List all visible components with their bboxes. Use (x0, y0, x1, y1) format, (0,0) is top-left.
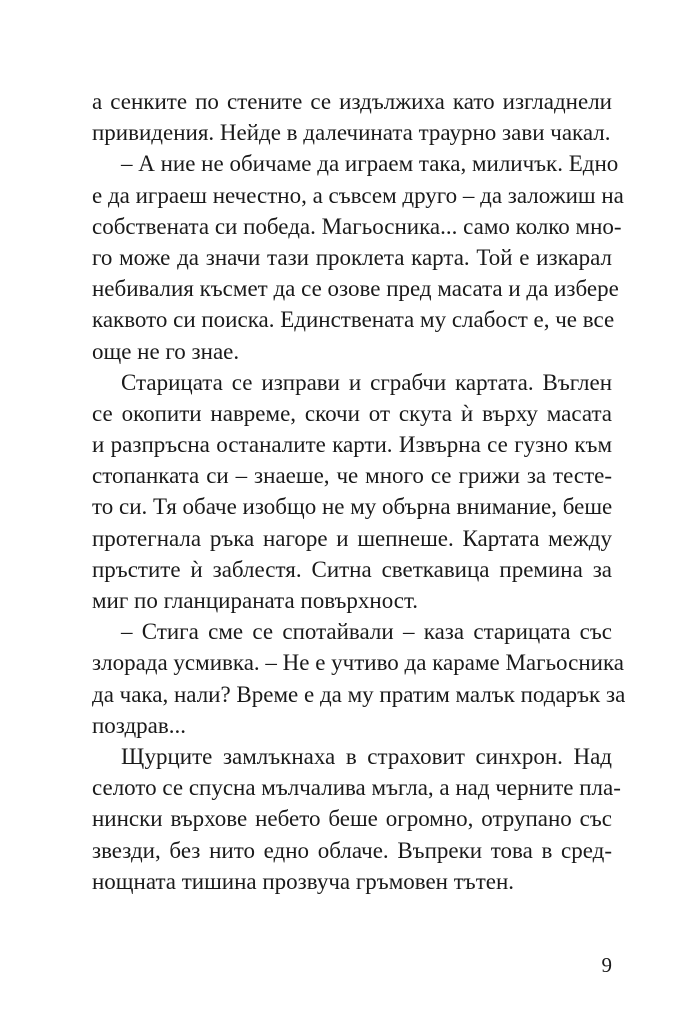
paragraph-narrative-2 (92, 741, 621, 897)
text-line: – А ние не обичаме да играем така, миличък. Едно (121, 151, 619, 177)
text-line: селото се спусна мълчалива мъгла, а над черните пла- (92, 775, 621, 801)
text-line: миг по гланцираната повърхност. (92, 588, 419, 613)
text-line: собствената си победа. Магьосника... само колко мно- (92, 213, 622, 239)
paragraph-dialogue-1 (92, 148, 624, 366)
text-line: още не го знае. (92, 338, 240, 364)
text-line: се окопити навреме, скочи от скута ѝ върху масата (92, 400, 612, 426)
text-line: – Стига сме се спотайвали – каза старицата със (121, 619, 612, 645)
text-line: каквото си поиска. Единствената му слабост е, че все (92, 307, 615, 333)
text-line: да чака, нали? Време е да му пратим малък подарък за (92, 681, 626, 707)
text-line: протегнала ръка нагоре и шепнеше. Картата между (92, 525, 612, 551)
text-line: Старицата се изправи и сграбчи картата. Въглен (121, 369, 612, 395)
text-line: нински върхове небето беше огромно, отрупано със (92, 806, 612, 832)
text-line: Щурците замлъкнаха в страховит синхрон. Над (121, 743, 612, 769)
text-line: поздрав... (92, 712, 186, 738)
text-line: стопанката си – знаеше, че много се грижи за тесте- (92, 463, 612, 489)
text-line: привидения. Нейде в далечината траурно зави чакал. (92, 120, 611, 146)
paragraph-narrative-1 (92, 367, 612, 617)
text-line: то си. Тя обаче изобщо не му обърна внимание, беше (92, 494, 613, 520)
text-line: нощната тишина прозвуча гръмовен тътен. (92, 868, 515, 894)
paragraph-dialogue-2 (92, 616, 626, 741)
text-line: и разпръсна останалите карти. Извърна се гузно към (92, 432, 612, 458)
text-line: е да играеш нечестно, а съвсем друго – да заложиш на (92, 182, 624, 208)
page-body (92, 86, 626, 897)
text-line: звезди, без нито едно облаче. Въпреки това в сред- (92, 837, 612, 863)
page-number: 9 (601, 953, 612, 977)
paragraph-continuation (92, 86, 612, 148)
text-line: злорада усмивка. – Не е учтиво да караме Магьосника (92, 650, 624, 676)
text-line: го може да значи тази проклета карта. Той е изкарал (92, 244, 612, 270)
text-line: а сенките по стените се издължиха като изгладнели (92, 89, 612, 114)
text-line: пръстите ѝ заблестя. Ситна светкавица премина за (92, 556, 612, 582)
text-line: небивалия късмет да се озове пред масата и да избере (92, 276, 619, 302)
